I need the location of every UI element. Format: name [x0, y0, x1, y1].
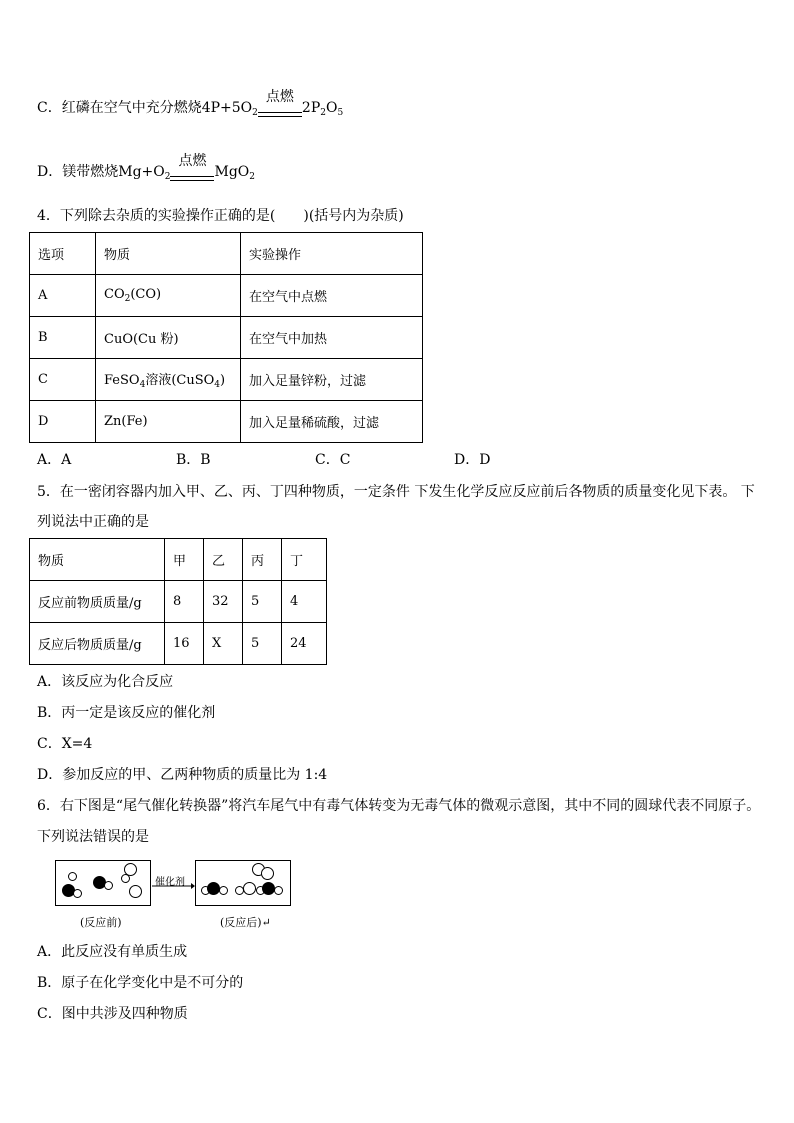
table-header-row: 物质 甲 乙 丙 丁 [30, 539, 327, 581]
atom-white [219, 886, 228, 895]
table-row: C FeSO$_4$溶液(CuSO$_4$) 加入足量锌粉，过滤 [30, 359, 423, 401]
atom-white [261, 867, 274, 880]
reaction-condition: 点燃 [258, 103, 302, 123]
q4-options: A．A B．B C．C D．D [37, 452, 491, 468]
atom-white [243, 882, 256, 895]
table-row: 反应前物质质量/g 8 32 5 4 [30, 581, 327, 623]
atom-white [129, 885, 142, 898]
q6-stem-line1: 6．右下图是“尾气催化转换器”将汽车尾气中有毒气体转变为无毒气体的微观示意图，其中不同的圆球代表不同原子。 [37, 798, 761, 814]
q3-option-c: C．红磷在空气中充分燃烧$4P+5O_2$ 点燃 $2P_2O_5$ [37, 98, 343, 123]
q6-stem-line2: 下列说法错误的是 [37, 829, 149, 845]
q6-option-a: A．此反应没有单质生成 [37, 944, 188, 960]
q5-option-b: B．丙一定是该反应的催化剂 [37, 705, 216, 721]
table-header-row: 选项 物质 实验操作 [30, 233, 423, 275]
atom-white [274, 886, 283, 895]
q5-table [29, 538, 327, 665]
caption-after: (反应后)↵ [220, 916, 271, 929]
atom-black [207, 882, 220, 895]
before-reaction-box [55, 860, 151, 906]
atom-white [104, 881, 113, 890]
atom-white [73, 889, 82, 898]
q4-stem: 4．下列除去杂质的实验操作正确的是( )(括号内为杂质) [37, 208, 404, 224]
reaction-condition: 点燃 [170, 167, 214, 187]
table-row: A $CO_2(CO)$ 在空气中点燃 [30, 275, 423, 317]
table-row: 反应后物质质量/g 16 X 5 24 [30, 623, 327, 665]
table-row: D Zn(Fe) 加入足量稀硫酸，过滤 [30, 401, 423, 443]
arrow-label: 催化剂 [155, 877, 185, 888]
q5-option-c: C．X=4 [37, 736, 93, 752]
q5-option-d: D．参加反应的甲、乙两种物质的质量比为 1:4 [37, 767, 328, 783]
q5-option-a: A．该反应为化合反应 [37, 674, 174, 690]
q6-option-c: C．图中共涉及四种物质 [37, 1006, 188, 1022]
after-reaction-box [195, 860, 291, 906]
atom-white [68, 872, 77, 881]
q6-option-b: B．原子在化学变化中是不可分的 [37, 975, 244, 991]
q5-stem-line1: 5．在一密闭容器内加入甲、乙、丙、丁四种物质，一定条件 下发生化学反应反应前后各物质的质量变化见下表。 下 [37, 484, 755, 500]
table-row: B CuO(Cu 粉) 在空气中加热 [30, 317, 423, 359]
q5-stem-line2: 列说法中正确的是 [37, 514, 149, 530]
atom-white [121, 874, 130, 883]
q3-option-d: D．镁带燃烧$Mg+O_2$ 点燃 MgO$_2$ [37, 162, 255, 187]
q4-table [29, 232, 423, 443]
atom-black [262, 882, 275, 895]
caption-before: (反应前) [80, 916, 122, 929]
